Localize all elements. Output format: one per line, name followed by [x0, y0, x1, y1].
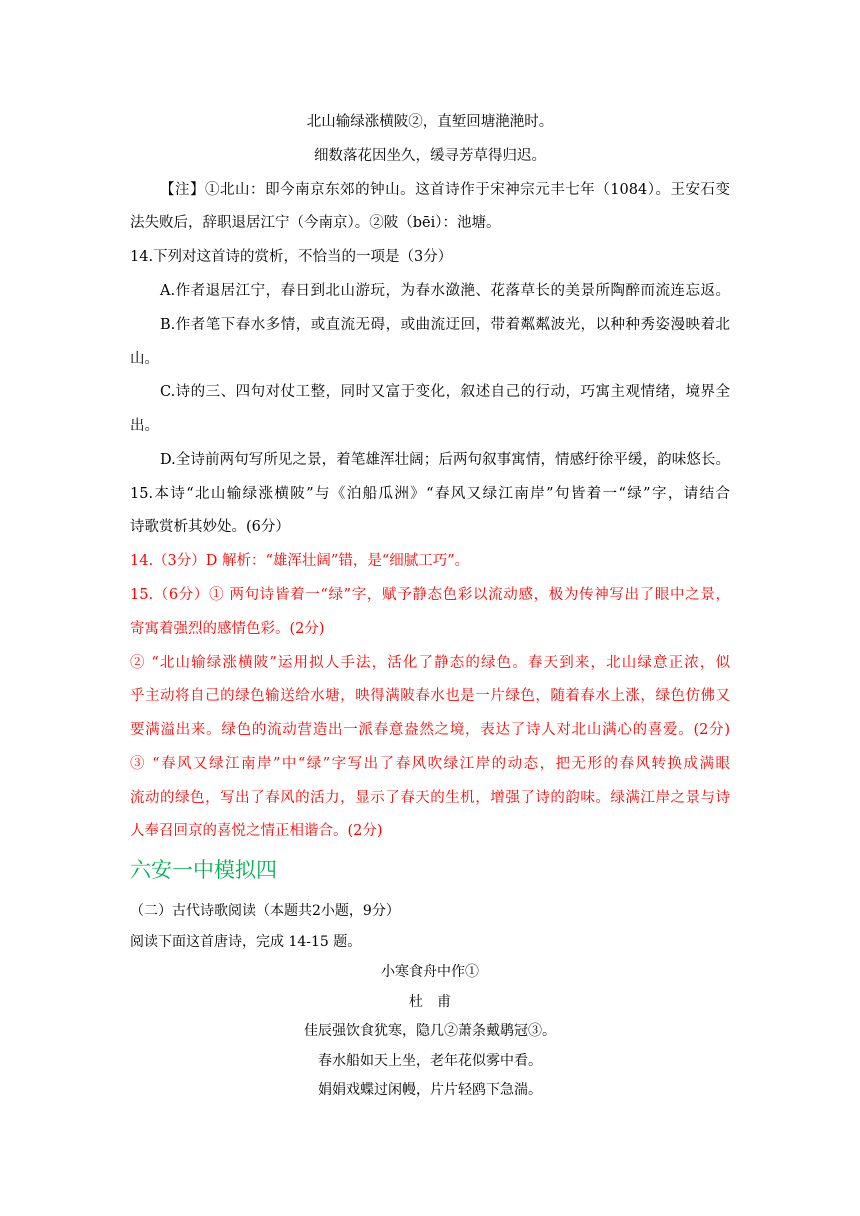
option-c-cont: 出。 — [130, 418, 159, 434]
answer-15-line: 寄寓着强烈的感情色彩。(2分) — [130, 621, 325, 637]
answer-15-line: 人奉召回京的喜悦之情正相谐合。(2分) — [130, 823, 383, 839]
answer-15-line: 乎主动将自己的绿色输送给水塘，映得满陂春水也是一片绿色，随着春水上涨，绿色仿佛又 — [130, 688, 730, 704]
instruction: 阅读下面这首唐诗，完成 14-15 题。 — [130, 934, 362, 950]
option-b: B.作者笔下春水多情，或直流无碍，或曲流迂回，带着粼粼波光，以种种秀姿漫映着北 — [160, 317, 730, 333]
option-c: C.诗的三、四句对仗工整，同时又富于变化，叙述自己的行动，巧寓主观情绪，境界全 — [160, 384, 730, 400]
note-line: 【注】①北山：即今南京东郊的钟山。这首诗作于宋神宗元丰七年（1084）。王安石变 — [160, 182, 730, 198]
poem-line: 北山输绿涨横陂②，直堑回塘滟滟时。 — [306, 114, 554, 130]
option-a: A.作者退居江宁，春日到北山游玩，为春水潋滟、花落草长的美景所陶醉而流连忘返。 — [160, 283, 730, 299]
answer-15-line: ③ “春风又绿江南岸”中“绿”字写出了春风吹绿江岸的动态，把无形的春风转换成满眼 — [130, 756, 730, 772]
poem-title: 小寒食舟中作① — [381, 964, 479, 980]
answer-15-line: 要满溢出来。绿色的流动营造出一派春意盎然之境，表达了诗人对北山满心的喜爱。(2分) — [130, 722, 730, 738]
note-line: 法失败后，辞职退居江宁（今南京）。②陂（bēi）：池塘。 — [130, 215, 501, 231]
poem-line: 细数落花因坐久，缓寻芳草得归迟。 — [314, 148, 546, 164]
answer-15-line: 流动的绿色，写出了春风的活力，显示了春天的生机，增强了诗的韵味。绿满江岸之景与诗 — [130, 790, 730, 806]
answer-15-line: 15.（6分）① 两句诗皆着一“绿”字，赋予静态色彩以流动感，极为传神写出了眼中之景， — [130, 587, 730, 603]
poem-author: 杜 甫 — [409, 994, 451, 1010]
answer-15-line: ② “北山输绿涨横陂”运用拟人手法，活化了静态的绿色。春天到来，北山绿意正浓，似 — [130, 655, 730, 671]
section-title: 六安一中模拟四 — [130, 858, 277, 882]
poem-line: 佳辰强饮食犹寒，隐几②萧条戴鹖冠③。 — [304, 1023, 556, 1039]
answer-14: 14.（3分）D 解析：“雄浑壮阔”错，是“细腻工巧”。 — [130, 553, 470, 569]
option-d: D.全诗前两句写所见之景，着笔雄浑壮阔；后两句叙事寓情，情感纡徐平缓，韵味悠长。 — [160, 452, 730, 468]
question-15-stem-cont: 诗歌赏析其妙处。(6分） — [130, 519, 290, 535]
section-subhead: （二）古代诗歌阅读（本题共2小题，9分） — [130, 903, 400, 919]
option-b-cont: 山。 — [130, 351, 159, 367]
question-14-stem: 14.下列对这首诗的赏析，不恰当的一项是（3分） — [130, 249, 453, 265]
poem-line: 春水船如天上坐，老年花似雾中看。 — [318, 1053, 542, 1069]
poem-line: 娟娟戏蝶过闲幔，片片轻鸥下急湍。 — [318, 1082, 542, 1098]
question-15-stem: 15.本诗“北山输绿涨横陂”与《泊船瓜洲》“春风又绿江南岸”句皆着一“绿”字，请结合 — [130, 486, 730, 502]
